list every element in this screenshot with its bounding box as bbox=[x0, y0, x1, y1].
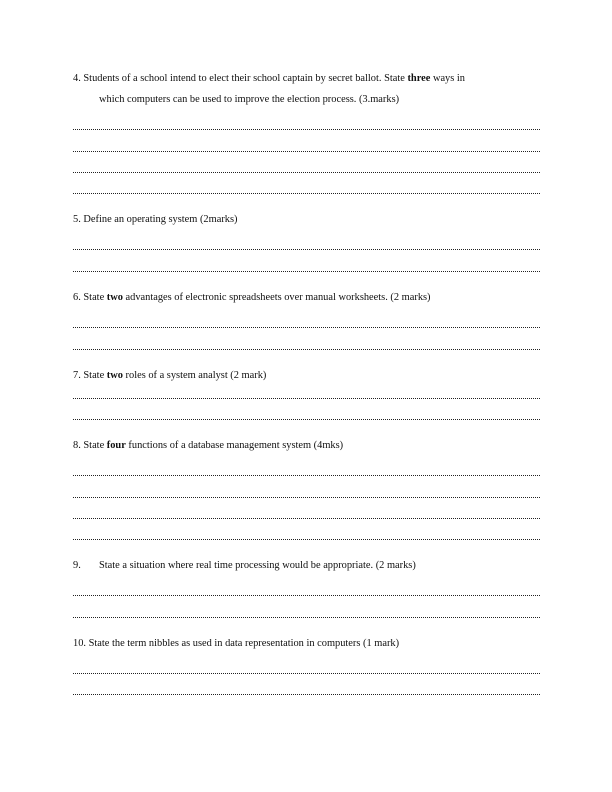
question-text: State the term nibbles as used in data representation in computers (1 mark) bbox=[88, 638, 400, 649]
question-text: functions of a database management system (4mks) bbox=[125, 440, 344, 451]
answer-line[interactable] bbox=[73, 327, 540, 328]
question-number: 10. bbox=[73, 638, 86, 649]
answer-line[interactable] bbox=[73, 539, 540, 540]
question-number: 9. bbox=[73, 560, 81, 571]
answer-line[interactable] bbox=[73, 617, 540, 618]
question-4 bbox=[73, 72, 541, 106]
answer-line[interactable] bbox=[73, 249, 540, 250]
question-text: State bbox=[83, 440, 107, 451]
question-text: State bbox=[83, 292, 107, 303]
answer-line[interactable] bbox=[73, 398, 540, 399]
answer-line[interactable] bbox=[73, 518, 540, 519]
question-emphasis: two bbox=[106, 292, 123, 303]
question-text: Define an operating system (2marks) bbox=[83, 214, 238, 225]
question-text: State a situation where real time processing would be appropriate. (2 marks) bbox=[99, 560, 416, 571]
question-10 bbox=[73, 637, 541, 650]
question-text: Students of a school intend to elect their school captain by secret ballot. State bbox=[83, 73, 408, 84]
question-number: 6. bbox=[73, 292, 81, 303]
answer-line[interactable] bbox=[73, 475, 540, 476]
question-emphasis: four bbox=[106, 440, 126, 451]
question-emphasis: two bbox=[106, 370, 123, 381]
question-number: 4. bbox=[73, 73, 81, 84]
answer-line[interactable] bbox=[73, 419, 540, 420]
answer-line[interactable] bbox=[73, 172, 540, 173]
question-number: 7. bbox=[73, 370, 81, 381]
question-9 bbox=[73, 559, 541, 572]
answer-line[interactable] bbox=[73, 151, 540, 152]
question-number: 8. bbox=[73, 440, 81, 451]
answer-line[interactable] bbox=[73, 694, 540, 695]
question-8 bbox=[73, 439, 541, 452]
question-text: roles of a system analyst (2 mark) bbox=[122, 370, 267, 381]
question-text: advantages of electronic spreadsheets over manual worksheets. (2 marks) bbox=[122, 292, 431, 303]
question-6 bbox=[73, 291, 541, 304]
question-emphasis: three bbox=[407, 73, 431, 84]
answer-line[interactable] bbox=[73, 193, 540, 194]
answer-line[interactable] bbox=[73, 349, 540, 350]
answer-line[interactable] bbox=[73, 673, 540, 674]
question-text-continued: which computers can be used to improve the election process. (3.marks) bbox=[99, 94, 400, 105]
question-number: 5. bbox=[73, 214, 81, 225]
question-text: ways in bbox=[430, 73, 465, 84]
answer-line[interactable] bbox=[73, 129, 540, 130]
answer-line[interactable] bbox=[73, 497, 540, 498]
question-text: State bbox=[83, 370, 107, 381]
question-7 bbox=[73, 369, 541, 382]
answer-line[interactable] bbox=[73, 271, 540, 272]
answer-line[interactable] bbox=[73, 595, 540, 596]
question-5 bbox=[73, 213, 541, 226]
